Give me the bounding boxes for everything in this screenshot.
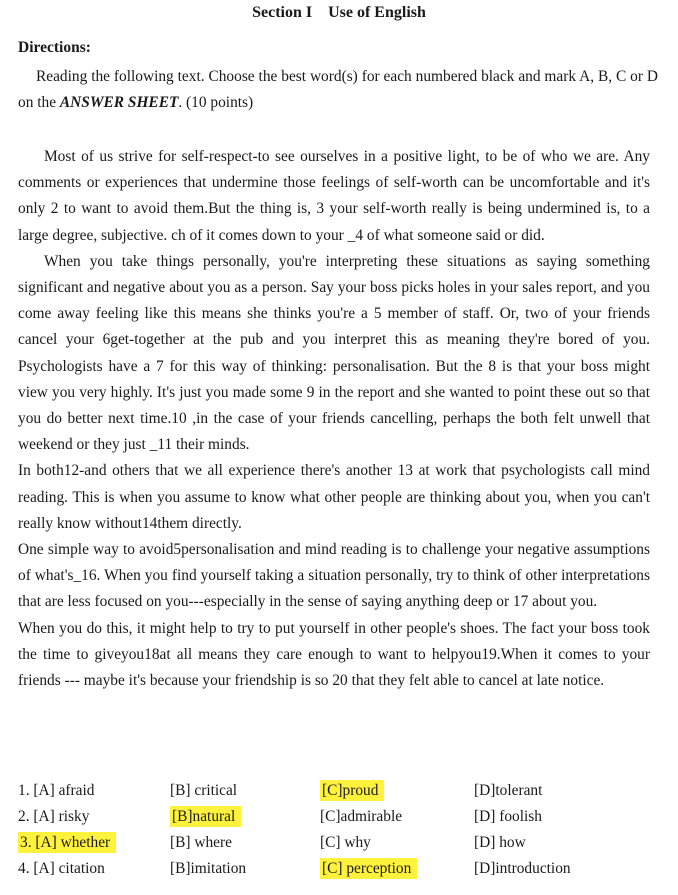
- question-options-row: [18, 856, 658, 882]
- option-d: [474, 804, 542, 830]
- option-label: [D]introduction: [474, 860, 571, 877]
- option-label: [D] how: [474, 834, 526, 851]
- option-a: [18, 830, 116, 856]
- directions-label: Directions:: [18, 39, 91, 56]
- directions-text-before: Reading the following text. Choose the best word(s) for each numbered black and mark A, B, C or D on the: [18, 68, 658, 111]
- option-b: [170, 804, 241, 830]
- option-a: [18, 804, 89, 830]
- option-b: [170, 778, 237, 804]
- option-a: [18, 778, 95, 804]
- highlighted-answer: [C]proud: [320, 780, 384, 801]
- answer-sheet-emphasis: ANSWER SHEET: [59, 94, 179, 111]
- option-a: [18, 856, 105, 882]
- option-c: [320, 804, 402, 830]
- option-label: [C] why: [320, 834, 371, 851]
- highlighted-answer: [B]natural: [170, 806, 241, 827]
- option-label: 2. [A] risky: [18, 808, 90, 825]
- passage-paragraph-3: In both12-and others that we all experience there's another 13 at work that psychologists call mind reading. This is when you assume to know what other people are thinking about you, when you can't really know without14them directly.: [18, 462, 650, 532]
- option-d: [474, 778, 542, 804]
- directions-text: [18, 64, 658, 116]
- option-d: [474, 830, 526, 856]
- passage-paragraph-1: Most of us strive for self-respect-to see ourselves in a positive light, to be of who we are. Any comments or experiences that undermine those feelings of self-worth can be uncomfortable and it's only 2 to want to avoid them.But the thing is, 3 your self-worth really is being undermined is, to a large degree, subjective. ch of it comes down to your _4 of what someone said or did.: [18, 148, 650, 244]
- section-title: Section I Use of English: [252, 4, 426, 21]
- option-label: 4. [A] citation: [18, 860, 105, 877]
- option-label: [C]admirable: [320, 808, 403, 825]
- option-label: [D]tolerant: [474, 782, 543, 799]
- question-options-row: [18, 830, 658, 856]
- question-options-row: [18, 804, 658, 830]
- passage-paragraph-2: When you take things personally, you're interpreting these situations as saying something significant and negative about you as a person. Say your boss picks holes in your sales report, and you come away feeling like this means she thinks you're a 5 member of staff. Or, two of your friends cancel your 6get-together at the pub and you interpret this as meaning they're bored of you. Psychologists have a 7 for this way of thinking: personalisation. But the 8 is that your boss might view you very highly. It's just you made some 9 in the report and she wanted to point these out so that you do better next time.10 ,in the case of your friends cancelling, perhaps the both felt unwell that weekend or they just _11 their minds.: [18, 252, 650, 454]
- option-c: [320, 830, 371, 856]
- option-b: [170, 856, 246, 882]
- question-options-row: [18, 778, 658, 804]
- answer-options: [18, 778, 658, 882]
- highlighted-answer: 3. [A] whether: [18, 832, 116, 853]
- option-label: 1. [A] afraid: [18, 782, 95, 799]
- option-c: [320, 778, 384, 804]
- option-c: [320, 856, 417, 882]
- highlighted-answer: [C] perception: [320, 858, 417, 879]
- directions-text-after: . (10 points): [178, 94, 254, 111]
- option-d: [474, 856, 571, 882]
- option-b: [170, 830, 232, 856]
- option-label: [D] foolish: [474, 808, 542, 825]
- option-label: [B] where: [170, 834, 232, 851]
- option-label: [B] critical: [170, 782, 238, 799]
- option-label: [B]imitation: [170, 860, 247, 877]
- reading-passage: [18, 144, 650, 694]
- passage-paragraph-5: When you do this, it might help to try to put yourself in other people's shoes. The fact your boss took the time to giveyou18at all means they care enough to want to helpyou19.When it comes to your friends --- maybe it's because your friendship is so 20 that they felt able to cancel at late notice.: [18, 619, 650, 690]
- passage-paragraph-4: One simple way to avoid5personalisation and mind reading is to challenge your negative assumptions of what's_16. When you find yourself taking a situation personally, try to think of other interpretations that are less focused on you---especially in the sense of saying anything deep or 17 about you.: [18, 541, 650, 611]
